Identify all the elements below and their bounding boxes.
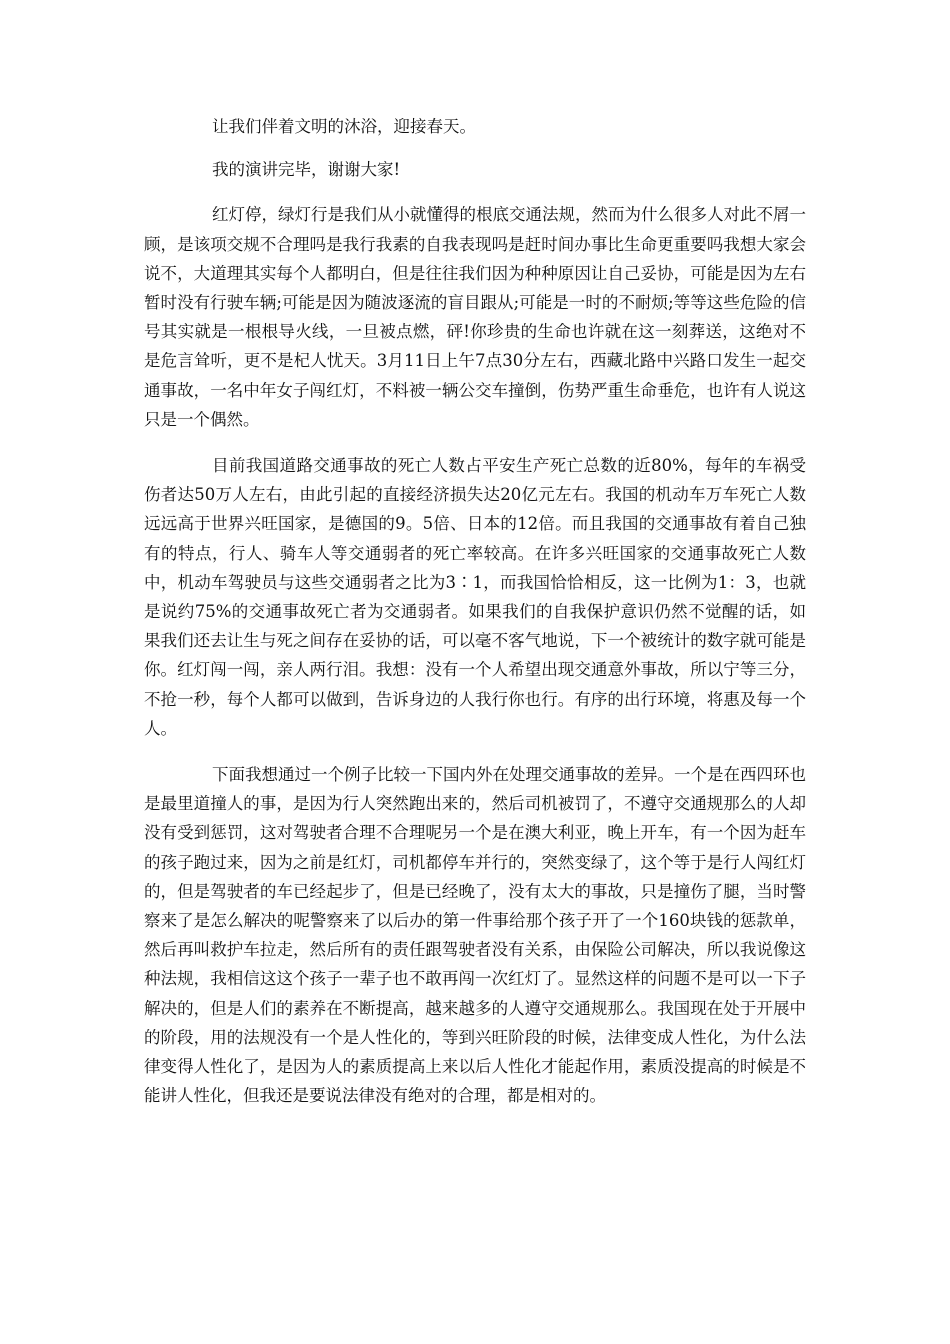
document-body (144, 112, 806, 1111)
paragraph-thanks: 我的演讲完毕，谢谢大家! (212, 160, 401, 180)
paragraph-red-light: 红灯停，绿灯行是我们从小就懂得的根底交通法规，然而为什么很多人对此不屑一顾，是该项交规不合理吗是我行我素的自我表现吗是赶时间办事比生命更重要吗我想大家会说不，大道理其实每个人都明白，但是往往我们因为种种原因让自己妥协，可能是因为左右暂时没有行驶车辆;可能是因为随波逐流的盲目跟从;可能是一时的不耐烦;等等这些危险的信号其实就是一根根导火线，一旦被点燃，砰!你珍贵的生命也许就在这一刻葬送，这绝对不是危言耸听，更不是杞人忧天。3月11日上午7点30分左右，西藏北路中兴路口发生一起交通事故，一名中年女子闯红灯，不料被一辆公交车撞倒，伤势严重生命垂危，也许有人说这只是一个偶然。 (144, 205, 806, 429)
paragraph-statistics: 目前我国道路交通事故的死亡人数占平安生产死亡总数的近80%，每年的车祸受伤者达50万人左右，由此引起的直接经济损失达20亿元左右。我国的机动车万车死亡人数远远高于世界兴旺国家，是德国的9。5倍、日本的12倍。而且我国的交通事故有着自己独有的特点，行人、骑车人等交通弱者的死亡率较高。在许多兴旺国家的交通事故死亡人数中，机动车驾驶员与这些交通弱者之比为3∶1，而我国恰恰相反，这一比例为1：3，也就是说约75%的交通事故死亡者为交通弱者。如果我们的自我保护意识仍然不觉醒的话，如果我们还去让生与死之间存在妥协的话，可以毫不客气地说，下一个被统计的数字就可能是你。红灯闯一闯，亲人两行泪。我想：没有一个人希望出现交通意外事故，所以宁等三分，不抢一秒，每个人都可以做到，告诉身边的人我行你也行。有序的出行环境，将惠及每一个人。 (144, 456, 806, 738)
paragraph-comparison: 下面我想通过一个例子比较一下国内外在处理交通事故的差异。一个是在西四环也是最里道撞人的事，是因为行人突然跑出来的，然后司机被罚了，不遵守交通规那么的人却没有受到惩罚，这对驾驶者合理不合理呢另一个是在澳大利亚，晚上开车，有一个因为赶车的孩子跑过来，因为之前是红灯，司机都停车并行的，突然变绿了，这个等于是行人闯红灯的，但是驾驶者的车已经起步了，但是已经晚了，没有太大的事故，只是撞伤了腿，当时警察来了是怎么解决的呢警察来了以后办的第一件事给那个孩子开了一个160块钱的惩款单，然后再叫救护车拉走，然后所有的责任跟驾驶者没有关系，由保险公司解决，所以我说像这种法规，我相信这这个孩子一辈子也不敢再闯一次红灯了。显然这样的问题不是可以一下子解决的，但是人们的素养在不断提高，越来越多的人遵守交通规那么。我国现在处于开展中的阶段，用的法规没有一个是人性化的，等到兴旺阶段的时候，法律变成人性化，为什么法律变得人性化了，是因为人的素质提高上来以后人性化才能起作用，素质没提高的时候是不能讲人性化，但我还是要说法律没有绝对的合理，都是相对的。 (144, 765, 806, 1106)
paragraph-closing-line: 让我们伴着文明的沐浴，迎接春天。 (212, 117, 476, 136)
